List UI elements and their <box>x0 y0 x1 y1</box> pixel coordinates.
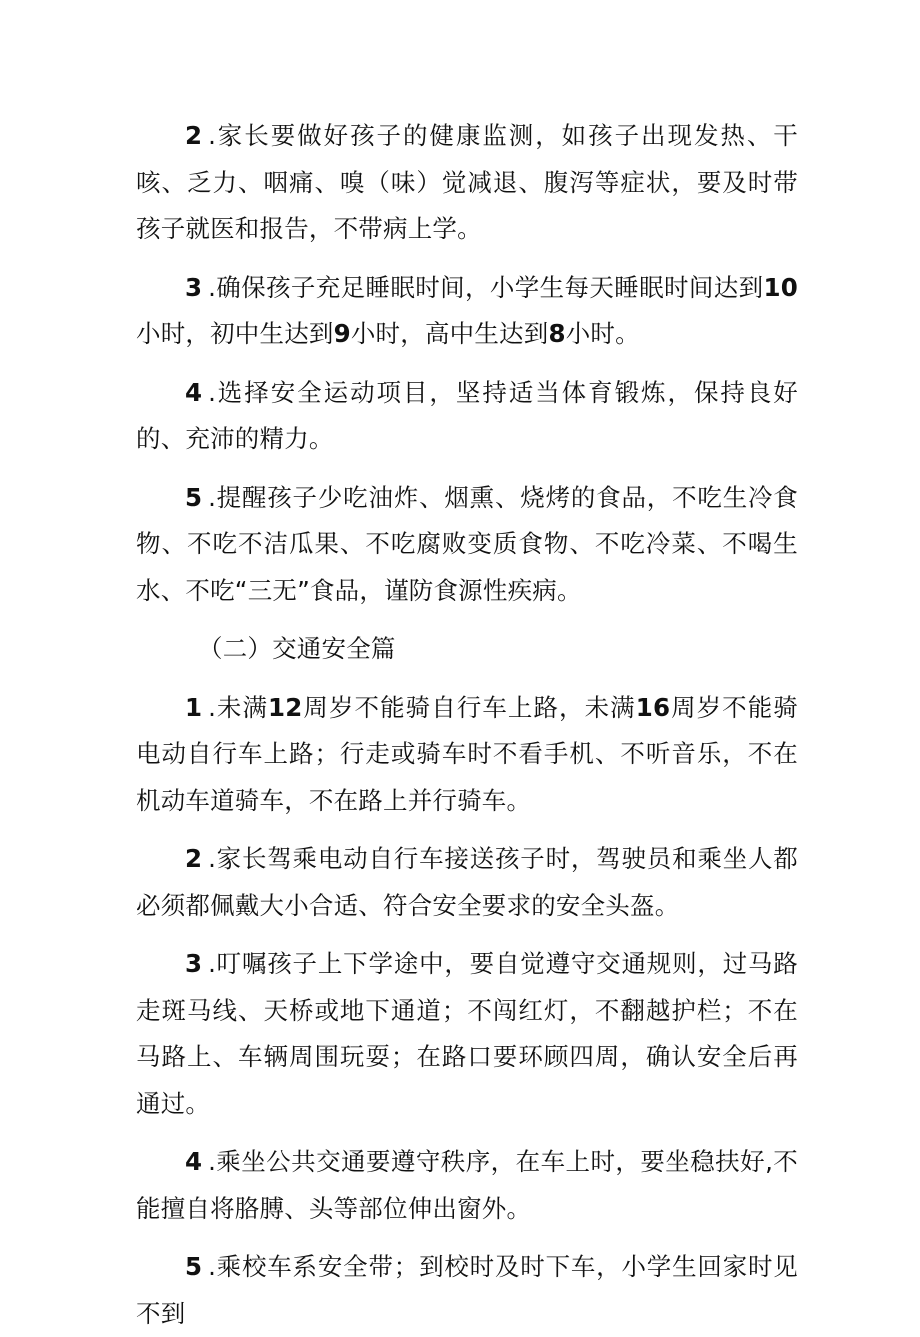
health-item-5 <box>136 475 798 615</box>
item-number: 4 <box>185 1147 209 1176</box>
item-text: .乘校车系安全带；到校时及时下车，小学生回家时见不到 <box>136 1252 798 1328</box>
item-number: 2 <box>185 121 209 150</box>
health-item-3 <box>136 265 798 358</box>
item-number: 3 <box>185 949 209 978</box>
item-text: 小时，初中生达到 <box>136 319 334 348</box>
item-number: 2 <box>185 844 209 873</box>
item-text: 小时。 <box>565 319 640 348</box>
item-number: 3 <box>185 272 209 302</box>
health-item-4 <box>136 370 798 463</box>
item-text: 周岁不能骑电动自行车上路；行走或骑车时不看手机、不听音乐，不在机动车道骑车，不在路上并行骑车。 <box>136 692 799 815</box>
item-text: .确保孩子充足睡眠时间，小学生每天睡眠时间达到 <box>208 272 764 302</box>
traffic-item-1 <box>136 685 798 825</box>
item-text: .乘坐公共交通要遵守秩序，在车上时，要坐稳扶好,不能擅自将胳膊、头等部位伸出窗外。 <box>136 1147 798 1223</box>
item-text: .选择安全运动项目，坚持适当体育锻炼，保持良好的、充沛的精力。 <box>136 377 798 453</box>
item-text: .提醒孩子少吃油炸、烟熏、烧烤的食品，不吃生冷食物、不吃不洁瓜果、不吃腐败变质食物、不吃冷菜、不喝生水、不吃“三无”食品，谨防食源性疾病。 <box>136 482 798 605</box>
traffic-item-2 <box>136 836 798 929</box>
item-text: 小时，高中生达到 <box>350 319 549 348</box>
traffic-item-3 <box>136 941 798 1127</box>
item-text: .家长要做好孩子的健康监测，如孩子出现发热、干咳、乏力、咽痛、嗅（味）觉减退、腹泻等症状，要及时带孩子就医和报告，不带病上学。 <box>136 121 798 243</box>
hours-junior: 9 <box>333 319 351 348</box>
item-number: 5 <box>185 482 209 512</box>
item-text: 周岁不能骑自行车上路，未满 <box>302 692 636 722</box>
item-number: 1 <box>185 692 209 722</box>
traffic-item-4 <box>136 1139 798 1232</box>
item-number: 5 <box>185 1252 209 1281</box>
item-text: .家长驾乘电动自行车接送孩子时，驾驶员和乘坐人都必须都佩戴大小合适、符合安全要求的安全头盔。 <box>136 844 798 920</box>
item-text: .未满 <box>208 692 269 722</box>
hours-senior: 8 <box>548 319 566 348</box>
section-heading: （二）交通安全篇 <box>198 634 396 663</box>
health-item-2 <box>136 113 798 253</box>
item-text: .叮嘱孩子上下学途中，要自觉遵守交通规则，过马路走斑马线、天桥或地下通道；不闯红灯，不翻越护栏；不在马路上、车辆周围玩耍；在路口要环顾四周，确认安全后再通过。 <box>136 949 798 1118</box>
age-ebike: 16 <box>635 692 671 722</box>
traffic-item-5 <box>136 1244 798 1337</box>
hours-primary: 10 <box>763 272 798 302</box>
item-number: 4 <box>185 377 209 407</box>
age-bicycle: 12 <box>268 692 303 722</box>
